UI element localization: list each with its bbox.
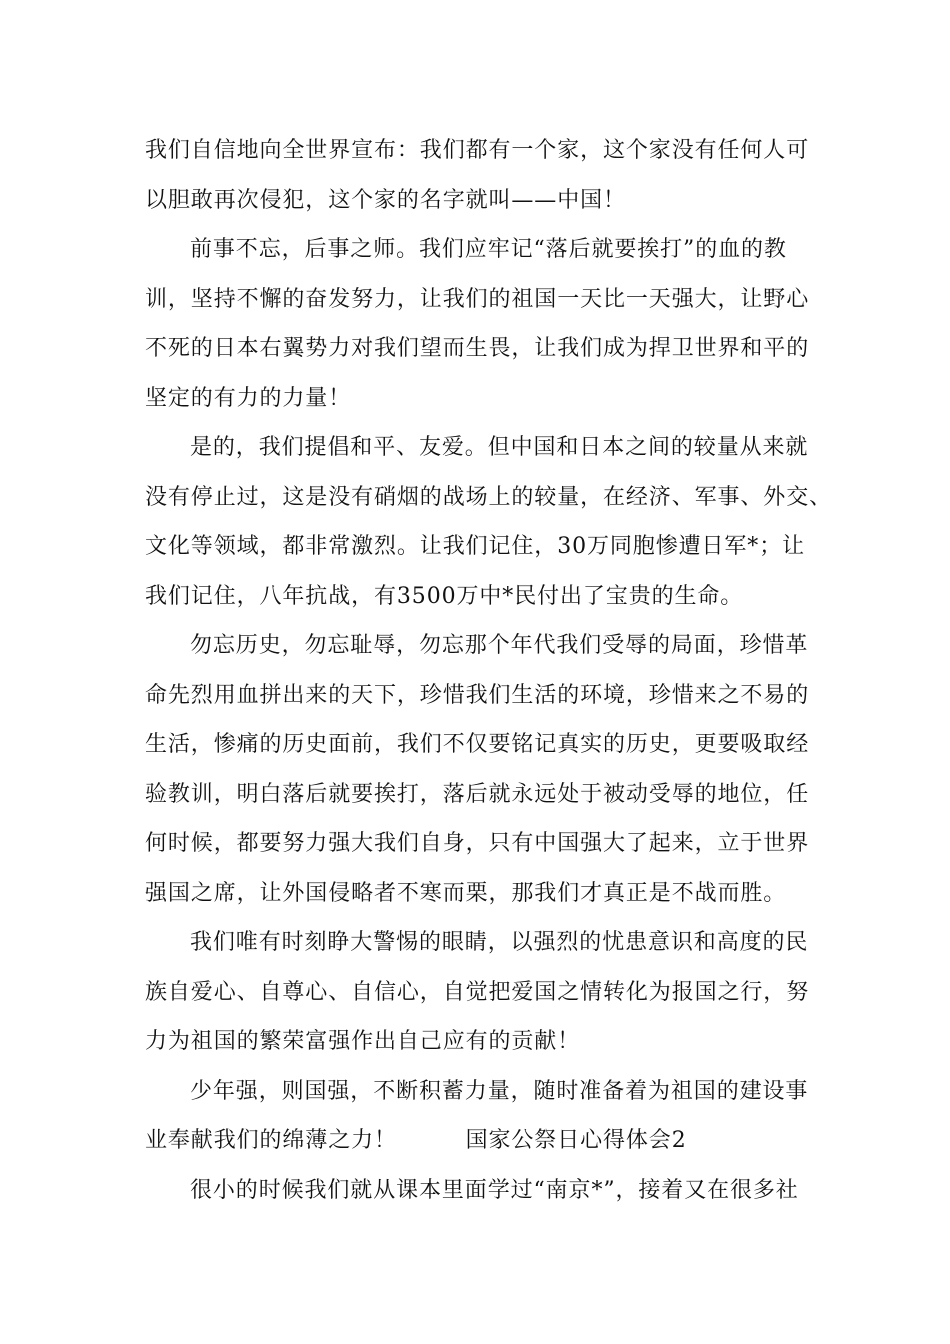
text-line: 族自爱心、自尊心、自信心，自觉把爱国之情转化为报国之行，努	[145, 980, 810, 1005]
text-line: 生活，惨痛的历史面前，我们不仅要铭记真实的历史，更要吸取经	[145, 732, 810, 757]
paragraph-first-line: 少年强，则国强，不断积蓄力量，随时准备着为祖国的建设事	[190, 1079, 809, 1104]
paragraph-first-line: 前事不忘，后事之师。我们应牢记“落后就要挨打”的血的教	[190, 237, 787, 262]
text-line: 以胆敢再次侵犯，这个家的名字就叫——中国！	[145, 188, 626, 213]
text-line: 训，坚持不懈的奋发努力，让我们的祖国一天比一天强大，让野心	[145, 287, 810, 312]
text-line: 何时候，都要努力强大我们自身，只有中国强大了起来，立于世界	[145, 831, 810, 856]
text-line: 验教训，明白落后就要挨打，落后就永远处于被动受辱的地位，任	[145, 782, 810, 807]
paragraph-first-line: 是的，我们提倡和平、友爱。但中国和日本之间的较量从来就	[190, 435, 809, 460]
text-line: 强国之席，让外国侵略者不寒而栗，那我们才真正是不战而胜。	[145, 881, 787, 906]
paragraph-first-line: 我们唯有时刻睁大警惕的眼睛，以强烈的忧患意识和高度的民	[190, 930, 809, 955]
text-line: 坚定的有力的力量！	[145, 386, 352, 411]
text-line: 文化等领域，都非常激烈。让我们记住，30万同胞惨遭日军*；让	[145, 534, 805, 559]
text-line: 我们记住，八年抗战，有3500万中*民付出了宝贵的生命。	[145, 584, 744, 609]
paragraph-first-line: 勿忘历史，勿忘耻辱，勿忘那个年代我们受辱的局面，珍惜革	[190, 633, 809, 658]
paragraph-first-line: 很小的时候我们就从课本里面学过“南京*”，接着又在很多社	[190, 1178, 799, 1203]
text-line: 力为祖国的繁荣富强作出自己应有的贡献！	[145, 1029, 581, 1054]
text-line: 不死的日本右翼势力对我们望而生畏，让我们成为捍卫世界和平的	[145, 336, 810, 361]
text-line: 命先烈用血拼出来的天下，珍惜我们生活的环境，珍惜来之不易的	[145, 683, 810, 708]
text-line: 没有停止过，这是没有硝烟的战场上的较量，在经济、军事、外交、	[145, 485, 833, 510]
text-line: 我们自信地向全世界宣布：我们都有一个家，这个家没有任何人可	[145, 138, 810, 163]
text-line-with-heading: 业奉献我们的绵薄之力！ 国家公祭日心得体会2	[145, 1128, 687, 1153]
